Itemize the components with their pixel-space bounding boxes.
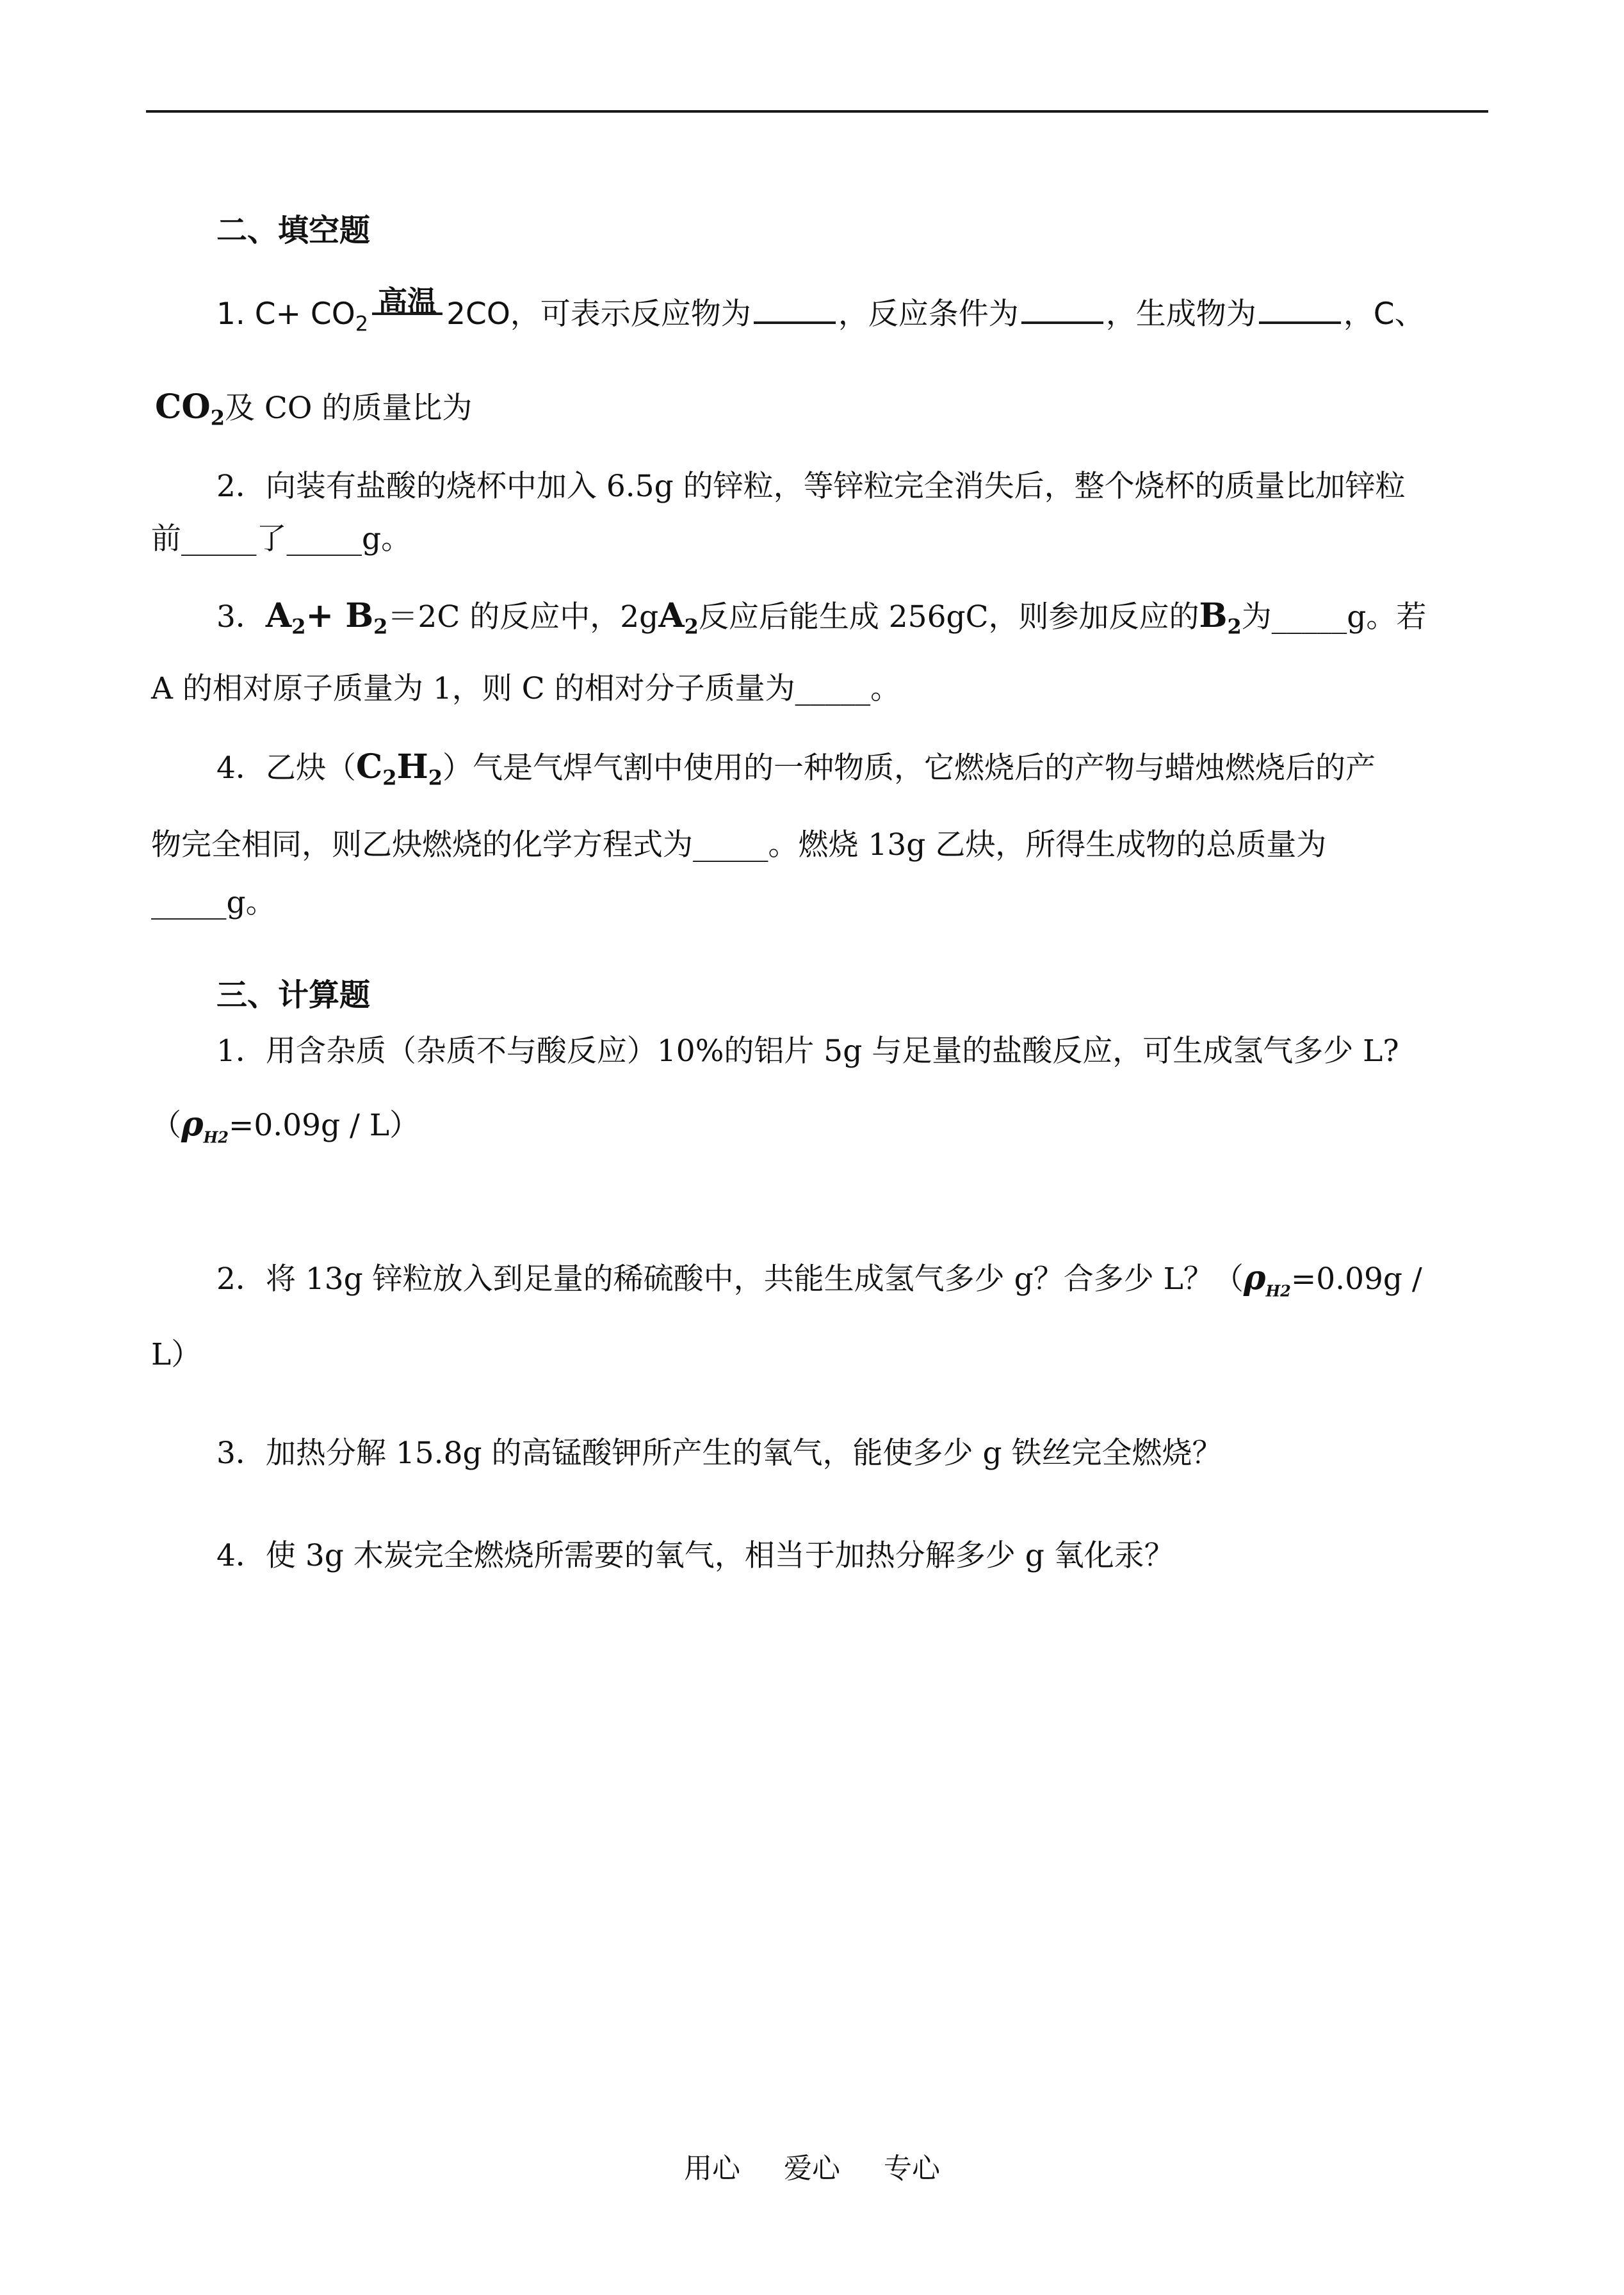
question-3-2-line1: 2．将 13g 锌粒放入到足量的稀硫酸中，共能生成氢气多少 g？合多少 L？（$\rho_{H2}=0.09g$ /	[216, 1258, 1422, 1301]
section-title-calculation: 三、计算题	[216, 977, 371, 1013]
rho-symbol: $\rho_{H2}$	[181, 1105, 229, 1147]
header-rule	[146, 110, 1488, 113]
section-title-fill-blank: 二、填空题	[216, 213, 371, 248]
footer-word: 专心	[884, 2152, 940, 2185]
reaction-condition: 高温	[372, 321, 443, 324]
question-2-1-line1: 1. $C+ CO_2$ 高温 2CO，可表示反应物为 ，反应条件为 ，生成物为 ，C、	[216, 284, 1425, 336]
question-2-4-line2: 物完全相同，则乙炔燃烧的化学方程式为_____。燃烧 13g 乙炔，所得生成物的总质量为	[151, 827, 1327, 863]
footer-word: 爱心	[784, 2152, 840, 2185]
question-2-3-line1: 3．$A_2+ B_2=2C$ 的反应中，$2gA_2$反应后能生成 256gC，则参加反应的$B_2$为_____g。若	[216, 596, 1427, 639]
question-3-1-line1: 1．用含杂质（杂质不与酸反应）10%的铝片 5g 与足量的盐酸反应，可生成氢气多少 L?	[216, 1034, 1399, 1069]
question-2-2-line2: 前_____了_____g。	[151, 521, 412, 556]
page-footer	[0, 2145, 1624, 2186]
question-3-4: 4．使 3g 木炭完全燃烧所需要的氧气，相当于加热分解多少 g 氧化汞？	[216, 1538, 1174, 1573]
question-3-1-line2: $(\rho_{H2}=0.09g / L)$	[151, 1105, 420, 1147]
question-3-3: 3．加热分解 15.8g 的高锰酸钾所产生的氧气，能使多少 g 铁丝完全燃烧？	[216, 1436, 1222, 1471]
question-2-3-line2: A 的相对原子质量为 1，则 C 的相对分子质量为_____。	[151, 671, 901, 706]
question-2-2-line1: 2．向装有盐酸的烧杯中加入 6.5g 的锌粒，等锌粒完全消失后，整个烧杯的质量比加锌粒	[216, 469, 1406, 504]
footer-word: 用心	[684, 2152, 740, 2185]
question-2-1-line2: $CO_2$及 CO 的质量比为	[155, 387, 473, 430]
question-2-4-line3: _____g。	[151, 885, 276, 920]
question-2-4-line1: 4．乙炔$(C_2H_2)$气是气焊气割中使用的一种物质，它燃烧后的产物与蜡烛燃烧后的产	[216, 747, 1376, 790]
question-3-2-line2: L）	[151, 1337, 202, 1372]
rho-symbol: $\rho_{H2}$	[1243, 1258, 1291, 1301]
